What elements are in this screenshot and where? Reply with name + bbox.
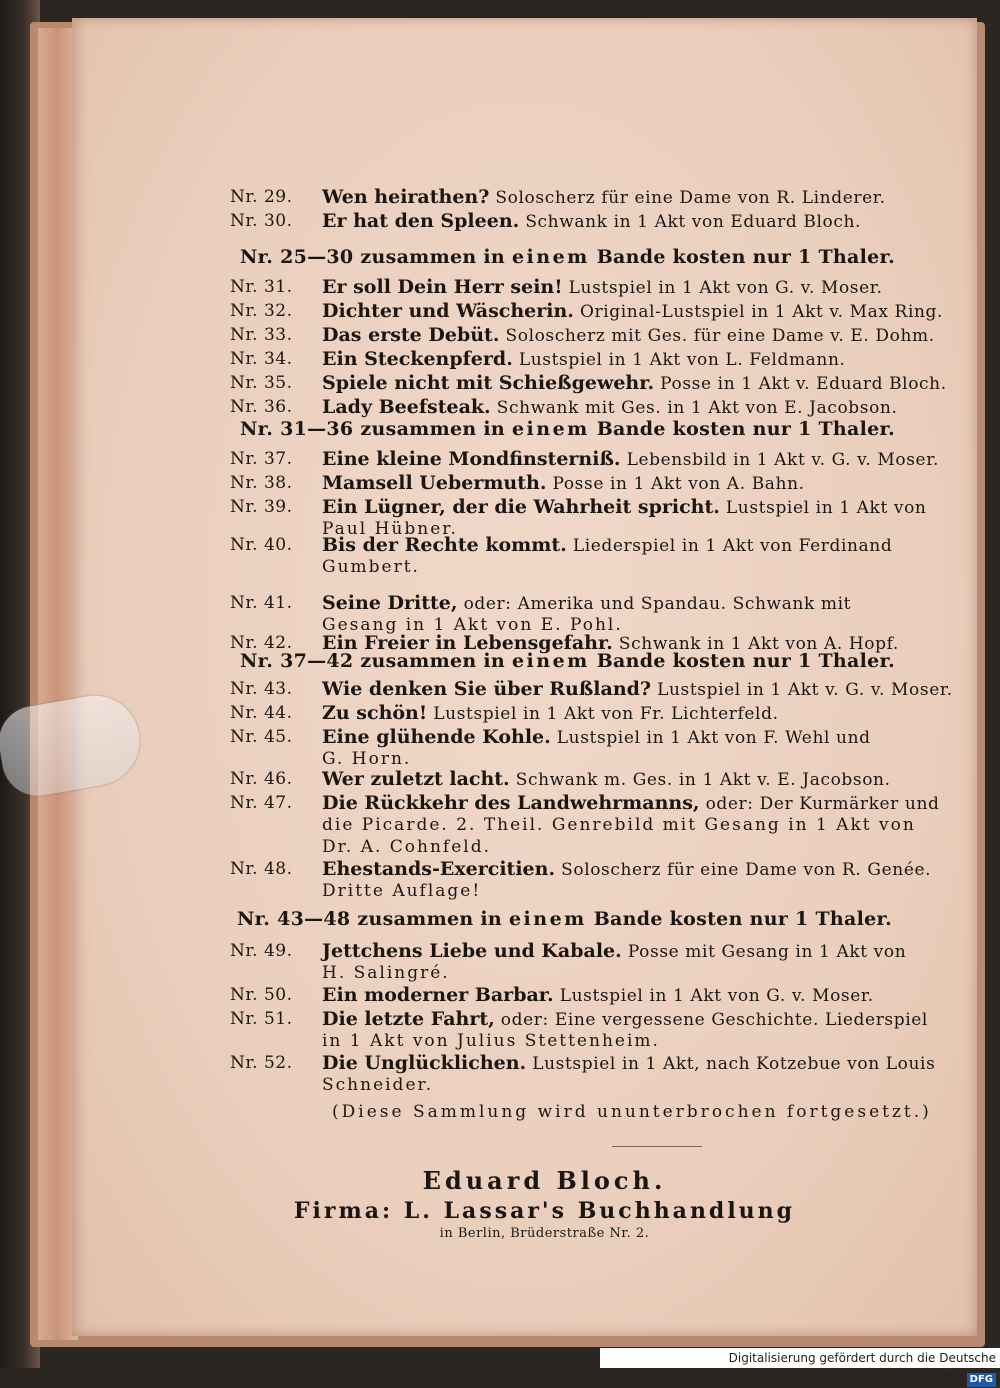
entry-body	[322, 448, 972, 471]
entry-body	[322, 1052, 972, 1075]
entry-continuation: Gesang in 1 Akt von E. Pohl.	[322, 615, 623, 635]
entry-body	[322, 372, 972, 395]
entry-body	[322, 300, 972, 323]
volume-price-line	[240, 418, 940, 440]
entry-title: Ein Freier in Lebensgefahr.	[322, 632, 613, 654]
entry-number: Nr. 40.	[230, 535, 293, 555]
entry-description: Soloscherz für eine Dame von R. Linderer.	[495, 188, 886, 208]
entry-title: Eine kleine Mondfinsterniß.	[322, 448, 621, 470]
entry-body	[322, 534, 972, 557]
entry-body	[322, 1008, 972, 1031]
entry-number: Nr. 44.	[230, 703, 293, 723]
volume-text: zusammen in	[360, 418, 506, 440]
entry-description: Lustspiel in 1 Akt von L. Feldmann.	[518, 350, 846, 370]
entry-body	[322, 678, 972, 701]
entry-continuation: Schneider.	[322, 1075, 434, 1095]
entry-body	[322, 496, 972, 519]
entry-body	[322, 726, 972, 749]
entry-description: Lebensbild in 1 Akt v. G. v. Moser.	[626, 450, 940, 470]
entry-number: Nr. 34.	[230, 349, 293, 369]
entry-title: Die Rückkehr des Landwehrmanns,	[322, 792, 700, 814]
entry-title: Dichter und Wäscherin.	[322, 300, 574, 322]
entry-body	[322, 858, 972, 881]
entry-title: Ein Lügner, der die Wahrheit spricht.	[322, 496, 720, 518]
entry-number: Nr. 29.	[230, 187, 293, 207]
entry-title: Mamsell Uebermuth.	[322, 472, 547, 494]
entry-body	[322, 702, 972, 725]
footer-text: Digitalisierung gefördert durch die Deutsche Forschungsgemeinschaft -	[728, 1351, 996, 1385]
entry-description: Schwank m. Ges. in 1 Akt v. E. Jacobson.	[515, 770, 891, 790]
entry-number: Nr. 30.	[230, 211, 293, 231]
entry-title: Die letzte Fahrt,	[322, 1008, 495, 1030]
entry-continuation: H. Salingré.	[322, 963, 450, 983]
entry-title: Jettchens Liebe und Kabale.	[322, 940, 622, 962]
volume-price-line	[240, 650, 940, 672]
entry-description: Original-Lustspiel in 1 Akt v. Max Ring.	[579, 302, 944, 322]
entry-number: Nr. 37.	[230, 449, 293, 469]
volume-range: Nr. 43—48	[237, 908, 351, 930]
entry-number: Nr. 50.	[230, 985, 293, 1005]
entry-number: Nr. 48.	[230, 859, 293, 879]
entry-number: Nr. 36.	[230, 397, 293, 417]
entry-number: Nr. 42.	[230, 633, 293, 653]
entry-description: Soloscherz für eine Dame von R. Genée.	[561, 860, 932, 880]
entry-continuation: die Picarde. 2. Theil. Genrebild mit Gesang in 1 Akt von	[322, 815, 916, 835]
entry-title: Wen heirathen?	[322, 186, 490, 208]
entry-body	[322, 792, 972, 815]
entry-body	[322, 348, 972, 371]
entry-description: Posse in 1 Akt v. Eduard Bloch.	[660, 374, 947, 394]
volume-price: Bande kosten nur 1 Thaler.	[596, 246, 896, 268]
entry-description: oder: Amerika und Spandau. Schwank mit	[463, 594, 852, 614]
entry-title: Seine Dritte,	[322, 592, 458, 614]
continuation-note: (Diese Sammlung wird ununterbrochen fortgesetzt.)	[332, 1102, 932, 1122]
entry-description: oder: Der Kurmärker und	[705, 794, 940, 814]
volume-price: Bande kosten nur 1 Thaler.	[596, 650, 896, 672]
entry-number: Nr. 49.	[230, 941, 293, 961]
book-page	[72, 18, 977, 1336]
entry-body	[322, 186, 972, 209]
volume-price-line	[237, 908, 937, 930]
entry-title: Ein moderner Barbar.	[322, 984, 554, 1006]
entry-continuation: Dr. A. Cohnfeld.	[322, 837, 491, 857]
entry-number: Nr. 47.	[230, 793, 293, 813]
entry-number: Nr. 52.	[230, 1053, 293, 1073]
entry-description: Lustspiel in 1 Akt von G. v. Moser.	[559, 986, 874, 1006]
entry-title: Ehestands-Exercitien.	[322, 858, 556, 880]
entry-body	[322, 472, 972, 495]
entry-continuation: Dritte Auflage!	[322, 881, 482, 901]
volume-range: Nr. 31—36	[240, 418, 354, 440]
entry-description: Soloscherz mit Ges. für eine Dame v. E. Dohm.	[505, 326, 935, 346]
entry-description: Lustspiel in 1 Akt von Fr. Lichterfeld.	[433, 704, 779, 724]
entry-number: Nr. 35.	[230, 373, 293, 393]
volume-range: Nr. 25—30	[240, 246, 354, 268]
volume-price: Bande kosten nur 1 Thaler.	[596, 418, 896, 440]
entry-description: Liederspiel in 1 Akt von Ferdinand	[572, 536, 893, 556]
entry-title: Zu schön!	[322, 702, 428, 724]
entry-continuation: Paul Hübner.	[322, 519, 458, 539]
entry-title: Ein Steckenpferd.	[322, 348, 513, 370]
volume-price-line	[240, 246, 940, 268]
entry-description: Lustspiel in 1 Akt von G. v. Moser.	[568, 278, 883, 298]
volume-emphasis: einem	[511, 650, 590, 672]
entry-title: Eine glühende Kohle.	[322, 726, 551, 748]
entry-title: Bis der Rechte kommt.	[322, 534, 567, 556]
entry-description: Schwank in 1 Akt von A. Hopf.	[618, 634, 899, 654]
entry-title: Er hat den Spleen.	[322, 210, 520, 232]
entry-number: Nr. 31.	[230, 277, 293, 297]
publisher-name: Eduard Bloch.	[422, 1166, 667, 1195]
entry-title: Wer zuletzt lacht.	[322, 768, 510, 790]
volume-text: zusammen in	[360, 650, 506, 672]
entry-body	[322, 592, 972, 615]
entry-number: Nr. 45.	[230, 727, 293, 747]
entry-continuation: Gumbert.	[322, 557, 420, 577]
entry-title: Die Unglücklichen.	[322, 1052, 527, 1074]
entry-body	[322, 276, 972, 299]
volume-price: Bande kosten nur 1 Thaler.	[593, 908, 893, 930]
entry-description: Schwank mit Ges. in 1 Akt von E. Jacobson.	[496, 398, 898, 418]
entry-number: Nr. 38.	[230, 473, 293, 493]
volume-text: zusammen in	[360, 246, 506, 268]
entry-body	[322, 984, 972, 1007]
entry-number: Nr. 51.	[230, 1009, 293, 1029]
volume-emphasis: einem	[511, 418, 590, 440]
entry-continuation: in 1 Akt von Julius Stettenheim.	[322, 1031, 660, 1051]
entry-description: Posse in 1 Akt von A. Bahn.	[552, 474, 805, 494]
entry-title: Das erste Debüt.	[322, 324, 500, 346]
publisher-address: in Berlin, Brüderstraße Nr. 2.	[439, 1226, 650, 1241]
entry-number: Nr. 39.	[230, 497, 293, 517]
entry-number: Nr. 32.	[230, 301, 293, 321]
volume-emphasis: einem	[511, 246, 590, 268]
entry-continuation: G. Horn.	[322, 749, 412, 769]
entry-title: Er soll Dein Herr sein!	[322, 276, 563, 298]
entry-body	[322, 210, 972, 233]
entry-title: Wie denken Sie über Rußland?	[322, 678, 652, 700]
entry-number: Nr. 46.	[230, 769, 293, 789]
entry-description: Lustspiel in 1 Akt, nach Kotzebue von Louis	[532, 1054, 936, 1074]
entry-number: Nr. 41.	[230, 593, 293, 613]
entry-body	[322, 324, 972, 347]
entry-description: Lustspiel in 1 Akt v. G. v. Moser.	[657, 680, 953, 700]
entry-number: Nr. 33.	[230, 325, 293, 345]
volume-text: zusammen in	[357, 908, 503, 930]
entry-description: Lustspiel in 1 Akt von F. Wehl und	[556, 728, 871, 748]
entry-title: Spiele nicht mit Schießgewehr.	[322, 372, 655, 394]
entry-description: Posse mit Gesang in 1 Akt von	[627, 942, 907, 962]
entry-number: Nr. 43.	[230, 679, 293, 699]
divider-rule	[612, 1146, 702, 1147]
entry-description: Lustspiel in 1 Akt von	[725, 498, 927, 518]
entry-description: Schwank in 1 Akt von Eduard Bloch.	[525, 212, 862, 232]
entry-title: Lady Beefsteak.	[322, 396, 491, 418]
dfg-logo: DFG	[967, 1373, 996, 1387]
entry-body	[322, 940, 972, 963]
entry-description: oder: Eine vergessene Geschichte. Liederspiel	[500, 1010, 928, 1030]
volume-emphasis: einem	[508, 908, 587, 930]
entry-body	[322, 396, 972, 419]
entry-body	[322, 768, 972, 791]
volume-range: Nr. 37—42	[240, 650, 354, 672]
publisher-firm: Firma: L. Lassar's Buchhandlung	[293, 1198, 796, 1224]
digitization-footer	[600, 1348, 1000, 1385]
